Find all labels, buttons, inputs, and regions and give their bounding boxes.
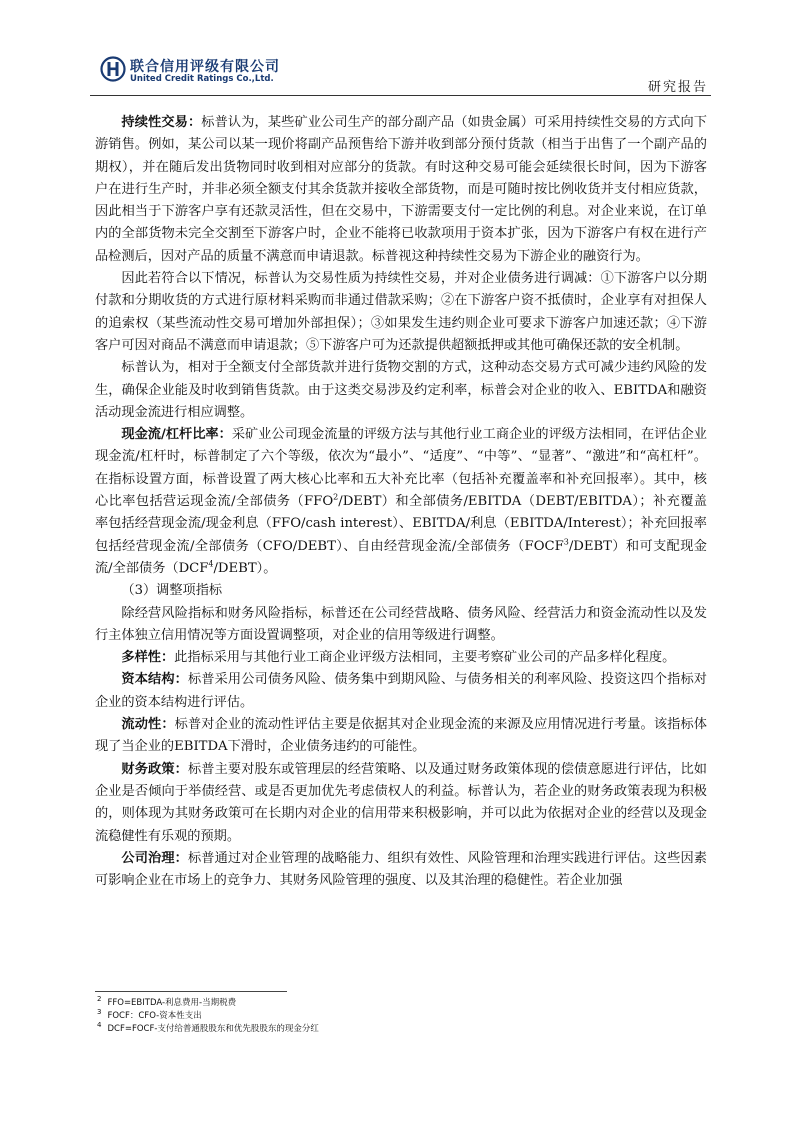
section-heading-adjustments: （3）调整项指标	[121, 583, 223, 599]
paragraph-liquidity	[95, 714, 707, 759]
footnote-number: 3	[97, 1008, 102, 1017]
footnotes	[97, 997, 319, 1036]
paragraph-text: /DEBT）。	[213, 560, 277, 576]
footnote-ref-3[interactable]: 3	[563, 537, 569, 547]
paragraph-text: 标普主要对股东或管理层的经营策略、以及通过财务政策体现的偿债意愿进行评估，比如企业是否倾向于举债经营、或是否更加优先考虑债权人的利益。标普认为，若企业的财务政策表现为积极的，则体现为其财务政策可在长期内对企业的信用带来积极影响，并可以此为依据对企业的经营以及现金流稳健性有乐观的预期。	[95, 761, 707, 844]
paragraph-financial-policy	[95, 759, 707, 848]
paragraph-text: 采矿业公司现金流量的评级方法与其他行业工商企业的评级方法相同，在评估企业现金流/杠杆时，标普制定了六个等级，依次为“最小”、“适度”、“中等”、“显著”、“激进”和“高杠杆”。在指标设置方面，标普设置了两大核心比率和五大补充比率（包括补充覆盖率和补充回报率）。其中，核心比率包括营运现金流/全部债务（FFO	[95, 427, 707, 510]
term-capital-structure: 资本结构：	[121, 672, 188, 688]
footnote-text: FFO=EBITDA-利息费用-当期税费	[107, 998, 237, 1008]
term-continuous-trading: 持续性交易：	[121, 115, 202, 130]
paragraph-adjustments: 除经营风险指标和财务风险指标，标普还在公司经营战略、债务风险、经营活力和资金流动性以及发行主体独立信用情况等方面设置调整项，对企业的信用等级进行调整。	[95, 605, 707, 643]
paragraph-text: 标普对企业的流动性评估主要是依据其对企业现金流的来源及应用情况进行考量。该指标体现了当企业的EBITDA下滑时，企业债务违约的可能性。	[95, 717, 707, 755]
paragraph-cashflow-leverage	[95, 424, 707, 580]
footnote-text: FOCF：CFO-资本性支出	[107, 1011, 202, 1021]
footnote-item	[97, 997, 319, 1010]
footnote-ref-2[interactable]: 2	[333, 492, 339, 502]
report-type-label: 研究报告	[647, 80, 708, 95]
paragraph-dynamic-trading: 标普认为，相对于全额支付全部货款并进行货物交割的方式，这种动态交易方式可减少违约风险的发生，确保企业能及时收到销售货款。由于这类交易涉及约定利率，标普会对企业的收入、EBITDA和融资活动现金流进行相应调整。	[95, 360, 707, 420]
paragraph-diversity	[95, 647, 707, 669]
term-cashflow-leverage: 现金流/杠杆比率：	[121, 427, 232, 443]
company-name-en: United Credit Ratings Co.,Ltd.	[130, 74, 274, 84]
term-governance: 公司治理：	[121, 850, 188, 866]
footnote-number: 4	[97, 1021, 102, 1030]
footnote-item	[97, 1010, 319, 1023]
paragraph-text: 标普通过对企业管理的战略能力、组织有效性、风险管理和治理实践进行评估。这些因素可影响企业在市场上的竞争力、其财务风险管理的强度、以及其治理的稳健性。若企业加强	[95, 850, 707, 889]
paragraph-capital-structure	[95, 669, 707, 714]
footnote-ref-4[interactable]: 4	[208, 559, 214, 569]
term-liquidity: 流动性：	[121, 717, 175, 733]
paragraph-governance	[95, 848, 707, 893]
document-body	[95, 112, 707, 892]
footnote-text: DCF=FOCF-支付给普通股股东和优先股股东的现金分红	[107, 1024, 319, 1034]
paragraph-text: /DEBT）和全部债务/EBITDA（DEBT/EBITDA）；补充覆盖率包括经营现金流/现金利息（FFO/cash interest）、EBITDA/利息（EBITDA/Interest）；补充回报率包括经营现金流/全部债务（CFO/DEBT）、自由经营现金流/全部债务（FOCF	[95, 494, 707, 554]
term-diversity: 多样性：	[121, 650, 175, 666]
company-logo-icon	[100, 56, 126, 82]
page-header	[90, 54, 710, 94]
footnote-divider	[95, 991, 287, 992]
paragraph-text: 标普认为，某些矿业公司生产的部分副产品（如贵金属）可采用持续性交易的方式向下游销售。例如，某公司以某一现价将副产品预售给下游并收到部分预付货款（相当于出售了一个副产品的期权），并在随后发出货物同时收到相对应部分的货款。有时这种交易可能会延续很长时间，因为下游客户在进行生产时，并非必须全额支付其余货款并接收全部货物，而是可随时按比例收货并支付相应货款，因此相当于下游客户享有还款灵活性，但在交易中，下游需要支付一定比例的利息。对企业来说，在订单内的全部货物未完全交割至下游客户时，企业不能将已收款项用于资本扩张，因为下游客户有权在进行产品检测后，因对产品的质量不满意而申请退款。标普视这种持续性交易为下游企业的融资行为。	[95, 115, 707, 264]
paragraph-continuous-trading	[95, 112, 707, 268]
paragraph-text: /DEBT）和可支配现金流/全部债务（DCF	[95, 538, 707, 576]
paragraph-text: 此指标采用与其他行业工商企业评级方法相同，主要考察矿业公司的产品多样化程度。	[174, 650, 676, 666]
paragraph-text: 标普采用公司债务风险、债务集中到期风险、与债务相关的利率风险、投资这四个指标对企业的资本结构进行评估。	[95, 672, 707, 710]
footnote-item	[97, 1023, 319, 1036]
term-financial-policy: 财务政策：	[121, 761, 188, 777]
header-divider	[90, 95, 711, 96]
footnote-number: 2	[97, 995, 102, 1004]
company-name-cn: 联合信用评级有限公司	[130, 59, 280, 75]
paragraph-conditions: 因此若符合以下情况，标普认为交易性质为持续性交易，并对企业债务进行调减：①下游客户以分期付款和分期收货的方式进行原材料采购而非通过借款采购；②在下游客户资不抵债时，企业享有对担保人的追索权（某些流动性交易可增加外部担保）；③如果发生违约则企业可要求下游客户加速还款；④下游客户可因对商品不满意而申请退款；⑤下游客户可为还款提供超额抵押或其他可确保还款的安全机制。	[95, 271, 707, 353]
